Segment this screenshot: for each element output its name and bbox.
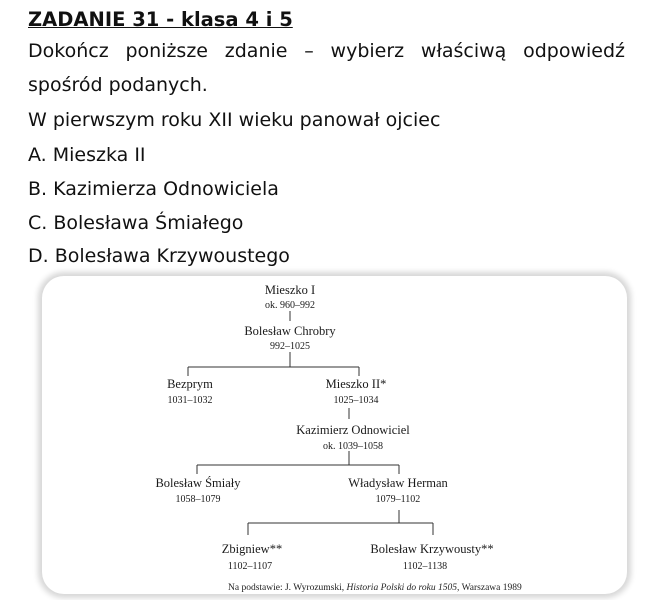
person-name: Władysław Herman xyxy=(348,476,448,490)
person-dates: 1031–1032 xyxy=(167,395,213,406)
person-boleslaw-krzywousty xyxy=(370,542,493,572)
option-c: C. Bolesława Śmiałego xyxy=(28,212,244,234)
person-name: Bolesław Krzywousty** xyxy=(370,542,494,556)
person-mieszko-i xyxy=(265,283,315,311)
person-name: Mieszko I xyxy=(264,283,316,297)
person-name: Mieszko II* xyxy=(325,377,387,391)
person-dates: 1079–1102 xyxy=(375,494,421,505)
person-boleslaw-chrobry xyxy=(244,324,336,352)
person-name: Bolesław Śmiały xyxy=(155,476,241,490)
person-dates: 992–1025 xyxy=(270,341,310,352)
option-a: A. Mieszka II xyxy=(28,144,146,166)
person-name: Bolesław Chrobry xyxy=(244,324,336,338)
task-instruction-line-1: Dokończ poniższe zdanie – wybierz właściwą odpowiedź xyxy=(28,40,625,62)
person-name: Kazimierz Odnowiciel xyxy=(296,423,410,437)
option-d: D. Bolesława Krzywoustego xyxy=(28,245,290,267)
source-suffix: , Warszawa 1989 xyxy=(457,583,522,593)
task-question: W pierwszym roku XII wieku panował ojciec xyxy=(28,109,441,131)
person-zbigniew xyxy=(222,542,282,572)
person-dates: ok. 960–992 xyxy=(265,300,315,311)
person-dates: 1102–1138 xyxy=(402,561,448,572)
source-citation xyxy=(228,583,522,593)
person-dates: 1025–1034 xyxy=(333,395,379,406)
person-dates: ok. 1039–1058 xyxy=(323,441,383,452)
person-name: Bezprym xyxy=(167,377,213,391)
option-b: B. Kazimierza Odnowiciela xyxy=(28,178,279,200)
source-prefix: Na podstawie: J. Wyrozumski, xyxy=(228,583,347,593)
person-kazimierz-odnowiciel xyxy=(296,423,410,452)
task-instruction-line-2: spośród podanych. xyxy=(28,74,208,96)
person-bezprym xyxy=(167,377,213,406)
person-mieszko-ii xyxy=(326,377,387,406)
person-wladyslaw-herman xyxy=(348,476,448,505)
task-title: ZADANIE 31 - klasa 4 i 5 xyxy=(28,8,293,31)
person-dates: 1102–1107 xyxy=(227,561,273,572)
source-book-title: Historia Polski do roku 1505 xyxy=(346,583,457,593)
person-dates: 1058–1079 xyxy=(175,494,221,505)
person-name: Zbigniew** xyxy=(221,542,283,556)
person-boleslaw-smialy xyxy=(155,476,241,505)
